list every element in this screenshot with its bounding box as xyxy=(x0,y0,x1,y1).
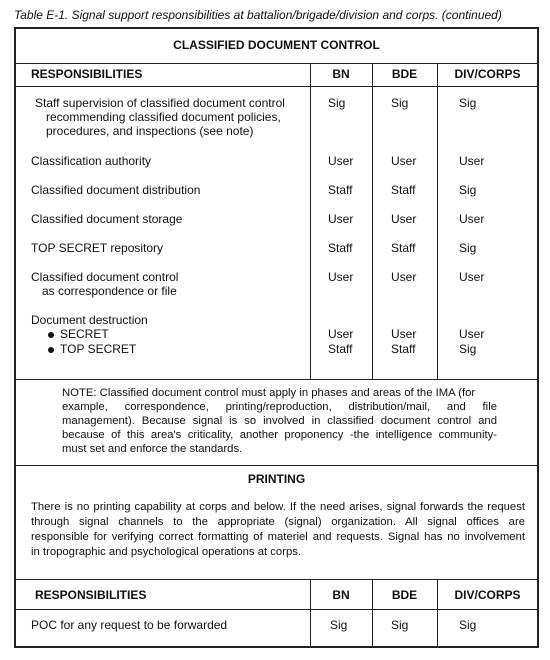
col-rule-2 xyxy=(372,63,373,379)
table-caption: Table E-1. Signal support responsibilities at battalion/brigade/division and corps. (continued) xyxy=(14,8,502,22)
paragraph-line: There is no printing capability at corps and below. If the need arises, signal forwards the request xyxy=(31,501,525,513)
cell-bn: User xyxy=(328,327,354,341)
cell-bde: User xyxy=(391,154,417,168)
rule-below-printing-headers xyxy=(15,609,538,610)
paragraph-line: through signal channels to the appropriate (signal) organization. All signal offices are xyxy=(31,516,525,528)
cell-bde: User xyxy=(391,327,417,341)
cell-bde: Staff xyxy=(391,183,416,197)
header-bde: BDE xyxy=(391,588,418,602)
row-label-line: Classified document storage xyxy=(31,212,183,226)
paragraph-line: in tropographic and psychological operations at corps. xyxy=(31,546,302,558)
cell-bn: User xyxy=(328,270,354,284)
cell-bde: User xyxy=(391,270,417,284)
note-line: because of this area's criticality, another proponency -the intelligence community- xyxy=(62,429,497,441)
cell-bde: Staff xyxy=(391,342,416,356)
cell-div-corps: Sig xyxy=(459,618,477,632)
header-div-corps: DIV/CORPS xyxy=(454,67,521,81)
note-line: NOTE: Classified document control must apply in phases and areas of the IMA (for xyxy=(62,387,476,399)
rule-below-title xyxy=(15,63,538,64)
cell-div-corps: User xyxy=(459,212,485,226)
destruction-item-label: TOP SECRET xyxy=(60,342,137,356)
col-rule-1 xyxy=(310,63,311,379)
row-label-line: as correspondence or file xyxy=(42,284,177,298)
row-label-line: Classified document distribution xyxy=(31,183,201,197)
header-responsibilities: RESPONSIBILITIES xyxy=(35,588,147,602)
row-label-line: POC for any request to be forwarded xyxy=(31,618,228,632)
cell-bn: User xyxy=(328,212,354,226)
header-div-corps: DIV/CORPS xyxy=(454,588,521,602)
row-label-line: Classified document control xyxy=(31,270,179,284)
note-line: management). Because signal is so involved in classified document control and xyxy=(62,415,497,427)
cell-bn: Staff xyxy=(328,241,353,255)
bullet-icon xyxy=(48,332,54,338)
rule-above-note xyxy=(15,379,538,380)
cell-bn: Staff xyxy=(328,342,353,356)
row-label-line: Staff supervision of classified document control xyxy=(35,96,285,110)
rule-above-printing xyxy=(15,465,538,466)
cell-div-corps: Sig xyxy=(459,96,477,110)
rule-above-printing-headers xyxy=(15,579,538,580)
col-rule-3 xyxy=(437,63,438,379)
cell-div-corps: User xyxy=(459,154,485,168)
cell-bde: Sig xyxy=(391,618,409,632)
header-bn: BN xyxy=(332,588,350,602)
note-line: must set and enforce the standards. xyxy=(62,443,243,455)
row-label-line: recommending classified document policies, xyxy=(46,110,281,124)
destruction-label: Document destruction xyxy=(31,313,148,327)
section-title-classified: CLASSIFIED DOCUMENT CONTROL xyxy=(173,38,380,52)
cell-bn: User xyxy=(328,154,354,168)
row-label-line: Classification authority xyxy=(31,154,152,168)
cell-div-corps: User xyxy=(459,270,485,284)
header-responsibilities: RESPONSIBILITIES xyxy=(31,67,143,81)
bullet-icon xyxy=(48,347,54,353)
paragraph-line: responsible for verifying correct formatting of materiel and requests. Signal has no involvement xyxy=(31,531,525,543)
section-title-printing: PRINTING xyxy=(247,472,306,486)
cell-div-corps: Sig xyxy=(459,183,477,197)
rule-below-headers xyxy=(15,86,538,87)
cell-bn: Sig xyxy=(330,618,348,632)
note-line: example, correspondence, printing/reproduction, distribution/mail, and file xyxy=(62,401,497,413)
header-bde: BDE xyxy=(391,67,418,81)
cell-bde: Staff xyxy=(391,241,416,255)
cell-bn: Staff xyxy=(328,183,353,197)
row-label-line: TOP SECRET repository xyxy=(31,241,164,255)
cell-div-corps: Sig xyxy=(459,342,477,356)
cell-bde: User xyxy=(391,212,417,226)
cell-bn: Sig xyxy=(328,96,346,110)
row-label-line: procedures, and inspections (see note) xyxy=(46,124,254,138)
cell-div-corps: Sig xyxy=(459,241,477,255)
cell-bde: Sig xyxy=(391,96,409,110)
destruction-item-label: SECRET xyxy=(60,327,109,341)
cell-div-corps: User xyxy=(459,327,485,341)
header-bn: BN xyxy=(332,67,350,81)
